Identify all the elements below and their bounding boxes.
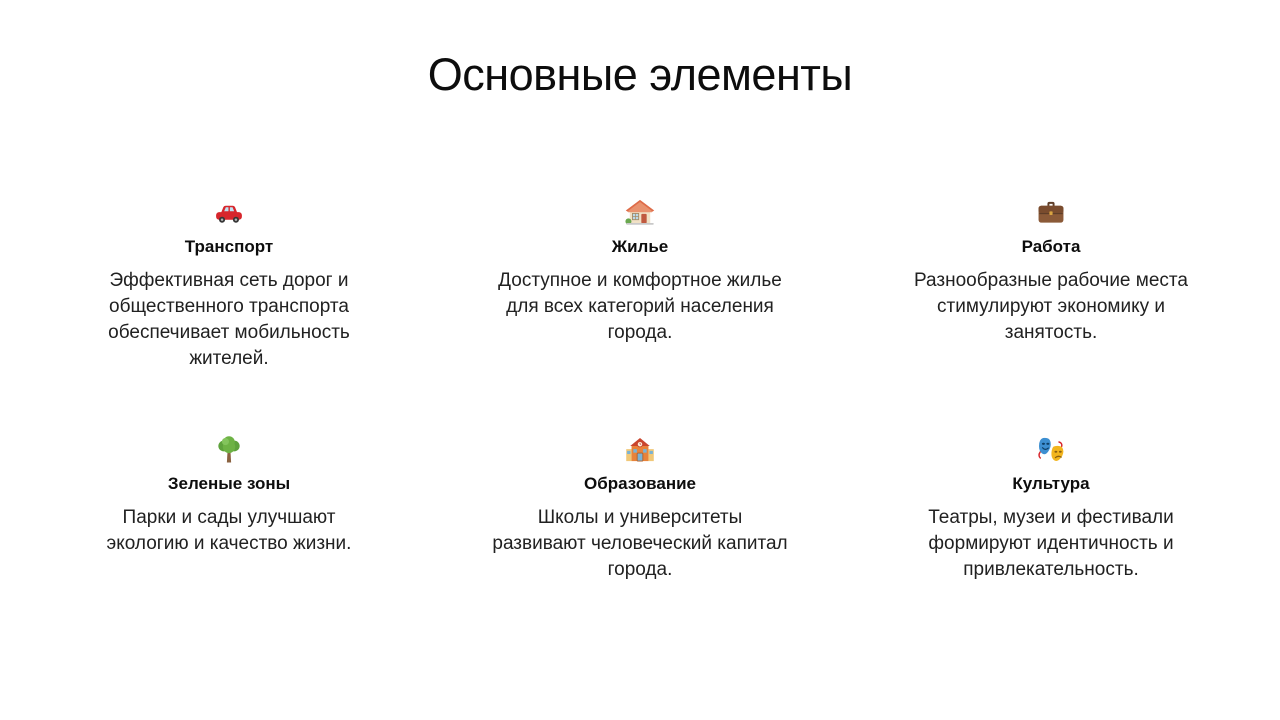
card-title: Образование bbox=[583, 473, 697, 493]
card-description: Разнообразные рабочие места стимулируют экономику и занятость. bbox=[914, 269, 1188, 343]
card-title: Транспорт bbox=[184, 236, 274, 256]
card-education bbox=[475, 434, 805, 583]
card-description: Парки и сады улучшают экологию и качество жизни. bbox=[106, 506, 352, 554]
card-description: Школы и университеты развивают человеческий капитал города. bbox=[492, 506, 788, 580]
card-title: Жилье bbox=[611, 236, 669, 256]
cards-grid bbox=[0, 197, 1280, 583]
car-icon bbox=[213, 197, 245, 229]
card-culture bbox=[886, 434, 1216, 583]
card-description: Театры, музеи и фестивали формируют идентичность и привлекательность. bbox=[928, 506, 1174, 580]
card-work bbox=[886, 197, 1216, 372]
briefcase-icon bbox=[1035, 197, 1067, 229]
card-title: Работа bbox=[1021, 236, 1081, 256]
card-title: Зеленые зоны bbox=[167, 473, 291, 493]
tree-icon bbox=[213, 434, 245, 466]
slide bbox=[0, 46, 1280, 720]
card-transport bbox=[64, 197, 394, 372]
card-description: Доступное и комфортное жилье для всех категорий населения города. bbox=[498, 269, 782, 343]
card-housing bbox=[475, 197, 805, 372]
house-icon bbox=[624, 197, 656, 229]
card-green-zones bbox=[64, 434, 394, 583]
slide-title: Основные элементы bbox=[427, 49, 853, 100]
theater-masks-icon bbox=[1035, 434, 1067, 466]
school-icon bbox=[624, 434, 656, 466]
card-title: Культура bbox=[1012, 473, 1090, 493]
card-description: Эффективная сеть дорог и общественного транспорта обеспечивает мобильность жителей. bbox=[108, 269, 350, 369]
